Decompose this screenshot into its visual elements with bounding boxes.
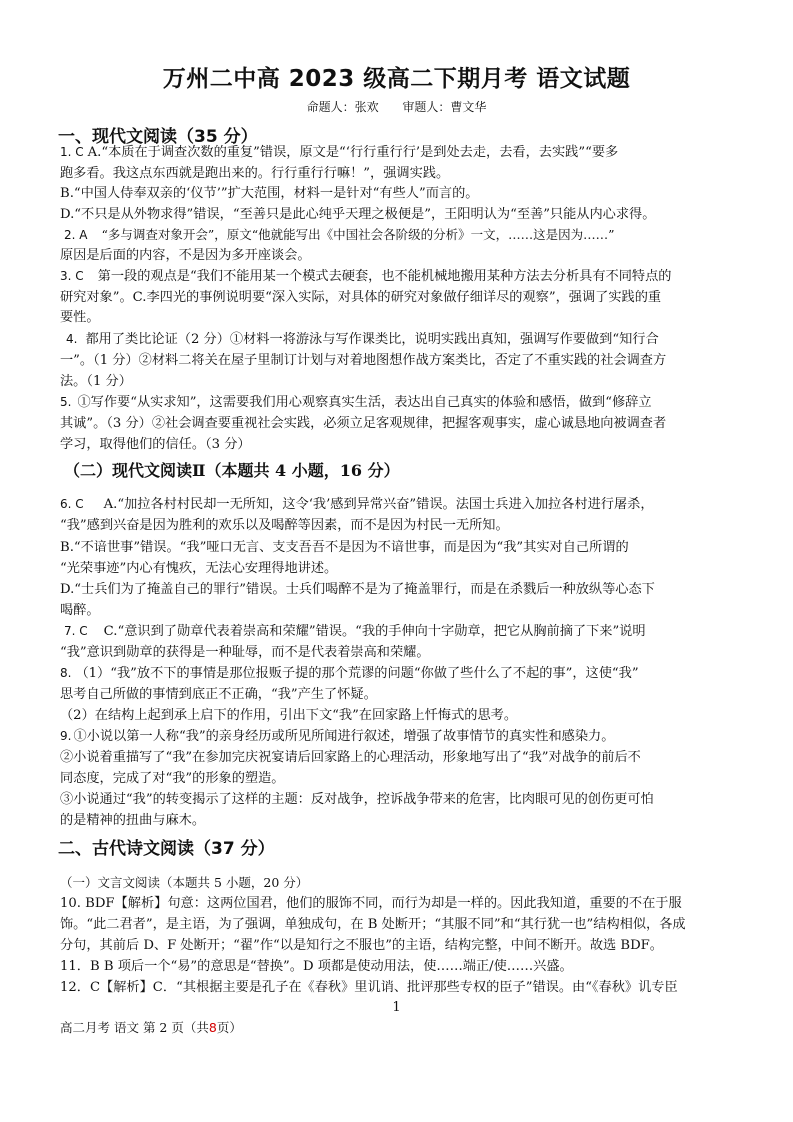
page-number: 1 xyxy=(392,1000,401,1015)
answer-line: 12．C【解析】C．“其根据主要是孔子在《春秋》里讥诮、批评那些专权的臣子”错误。由“《春秋》讥专臣 xyxy=(60,980,678,995)
answer-line: 8. （1）“我”放不下的事情是那位报贩子提的那个荒谬的问题“你做了些什么了不起的事”，这使“我” xyxy=(60,666,639,681)
answer-line: （2）在结构上起到承上启下的作用，引出下文“我”在回家路上忏悔式的思考。 xyxy=(60,708,518,723)
answer-line: 10. BDF【解析】句意：这两位国君，他们的服饰不同，而行为却是一样的。因此我知道，重要的不在于服 xyxy=(60,896,682,911)
answer-line: 饰。“此二君者”，是主语，为了强调，单独成句，在 B 处断开；“其服不同”和“其行犹一也”结构相似，各成 xyxy=(60,917,686,932)
page-title: 万州二中高 2023 级高二下期月考 语文试题 xyxy=(162,66,631,92)
question-number: 8. xyxy=(60,666,72,680)
answer-line: D.“不只是从外物求得”错误，“至善只是此心纯乎天理之极便是”，王阳明认为“至善”只能从内心求得。 xyxy=(60,207,656,222)
answer-line: 法。（1 分） xyxy=(60,374,132,389)
question-number: 9. xyxy=(60,729,72,743)
answer-line: 跑多看。我这点东西就是跑出来的。行行重行行嘛！”，强调实践。 xyxy=(60,166,450,181)
subsection-heading: （一）文言文阅读（本题共 5 小题，20 分） xyxy=(60,875,309,890)
answer-line: ②小说着重描写了“我”在参加完庆祝宴请后回家路上的心理活动，形象地写出了“我”对战争的前后不 xyxy=(60,750,641,765)
reviewer-name: 审题人：曹文华 xyxy=(402,100,487,114)
answer-line: 5. ①写作要“从实求知”，这需要我们用心观察真实生活，表达出自己真实的体验和感悟，做到“修辞立 xyxy=(60,395,652,410)
page-footer: 高二月考 语文 第 2 页（共8页） xyxy=(60,1020,242,1035)
answer-line: B.“不谙世事”错误。“我”哑口无言、支支吾吾不是因为不谙世事，而是因为“我”其实对自己所谓的 xyxy=(60,540,629,555)
question-number: 1. C xyxy=(60,145,84,159)
answer-line: 1. C A.“本质在于调查次数的重复”错误，原文是“‘行行重行行’是到处去走，去看，去实践”“要多 xyxy=(60,145,619,160)
answer-line: D.“士兵们为了掩盖自己的罪行”错误。士兵们喝醉不是为了掩盖罪行，而是在杀戮后一种放纵等心态下 xyxy=(60,582,655,597)
section-heading-modern-reading-2: （二）现代文阅读Ⅱ（本题共 4 小题，16 分） xyxy=(64,461,400,480)
answer-line: “我”意识到勋章的获得是一种耻辱，而不是代表着崇高和荣耀。 xyxy=(60,645,430,660)
answer-line: 研究对象”。C.李四光的事例说明要“深入实际，对具体的研究对象做仔细详尽的观察”，强调了实践的重 xyxy=(60,290,662,305)
answer-line: 4. 都用了类比论证（2 分）①材料一将游泳与写作课类比，说明实践出真知，强调写作要做到“知行合 xyxy=(66,332,659,347)
section-heading-classical: 二、古代诗文阅读（37 分） xyxy=(58,839,275,859)
question-number: 3. C xyxy=(60,269,84,283)
question-number: 2. A xyxy=(64,228,88,242)
answer-line: ③小说通过“我”的转变揭示了这样的主题：反对战争，控诉战争带来的危害，比肉眼可见的创伤更可怕 xyxy=(60,792,654,807)
answer-line: 2. A “多与调查对象开会”，原文“他就能写出《中国社会各阶级的分析》一文，……这是因为……” xyxy=(64,227,615,242)
answer-line: 分句，其前后 D、F 处断开；“翟”作“以是知行之不服也”的主语，结构完整，中间不断开。故选 BDF。 xyxy=(60,938,663,953)
answer-line: 一”。（1 分）②材料二将关在屋子里制订计划与对着地图想作战方案类比，否定了不重实践的社会调查方 xyxy=(60,353,667,368)
answer-line: 要性。 xyxy=(60,310,100,325)
authors-line xyxy=(0,98,793,115)
setter-name: 命题人：张欢 xyxy=(306,100,379,114)
answer-line: 其诚”。（3 分）②社会调查要重视社会实践，必须立足客观规律，把握客观事实，虚心诚恳地向被调查者 xyxy=(60,416,667,431)
question-number: 5. xyxy=(60,395,72,409)
section-heading-modern-reading: 一、现代文阅读（35 分） xyxy=(58,127,258,147)
answer-line: 7. C C.“意识到了勋章代表着崇高和荣耀”错误。“我的手伸向十字勋章，把它从胸前摘了下来”说明 xyxy=(64,624,646,639)
answer-line: B.“中国人侍奉双亲的‘仪节’”扩大范围，材料一是针对“有些人”而言的。 xyxy=(60,186,479,201)
answer-line: 学习，取得他们的信任。（3 分） xyxy=(60,437,251,452)
question-number: 7. C xyxy=(64,624,88,638)
answer-line: “我”感到兴奋是因为胜利的欢乐以及喝醉等因素，而不是因为村民一无所知。 xyxy=(60,518,509,533)
answer-line: 9. ①小说以第一人称“我”的亲身经历或所见所闻进行叙述，增强了故事情节的真实性和感染力。 xyxy=(60,729,615,744)
answer-line: 原因是后面的内容，不是因为多开座谈会。 xyxy=(60,248,311,263)
answer-line: 3. C 第一段的观点是“我们不能用某一个模式去硬套，也不能机械地搬用某种方法去分析具有不同特点的 xyxy=(60,269,672,284)
answer-line: 思考自己所做的事情到底正不正确，“我”产生了怀疑。 xyxy=(60,687,377,702)
question-number: 4. xyxy=(66,332,78,346)
answer-line: 的是精神的扭曲与麻木。 xyxy=(60,813,206,828)
answer-line: “光荣事迹”内心有愧疚，无法心安理得地讲述。 xyxy=(60,561,338,576)
answer-line: 同态度，完成了对“我”的形象的塑造。 xyxy=(60,771,285,786)
answer-line: 6. C A.“加拉各村村民却一无所知，这令‘我’感到异常兴奋”错误。法国士兵进入加拉各村进行屠杀， xyxy=(60,497,654,512)
total-pages: 8 xyxy=(208,1020,217,1035)
question-number: 6. C xyxy=(60,497,84,511)
answer-line: 11．B B 项后一个“易”的意思是“替换”。D 项都是使动用法，使……端正/使……兴盛。 xyxy=(60,959,573,974)
answer-line: 喝醉。 xyxy=(60,603,100,618)
